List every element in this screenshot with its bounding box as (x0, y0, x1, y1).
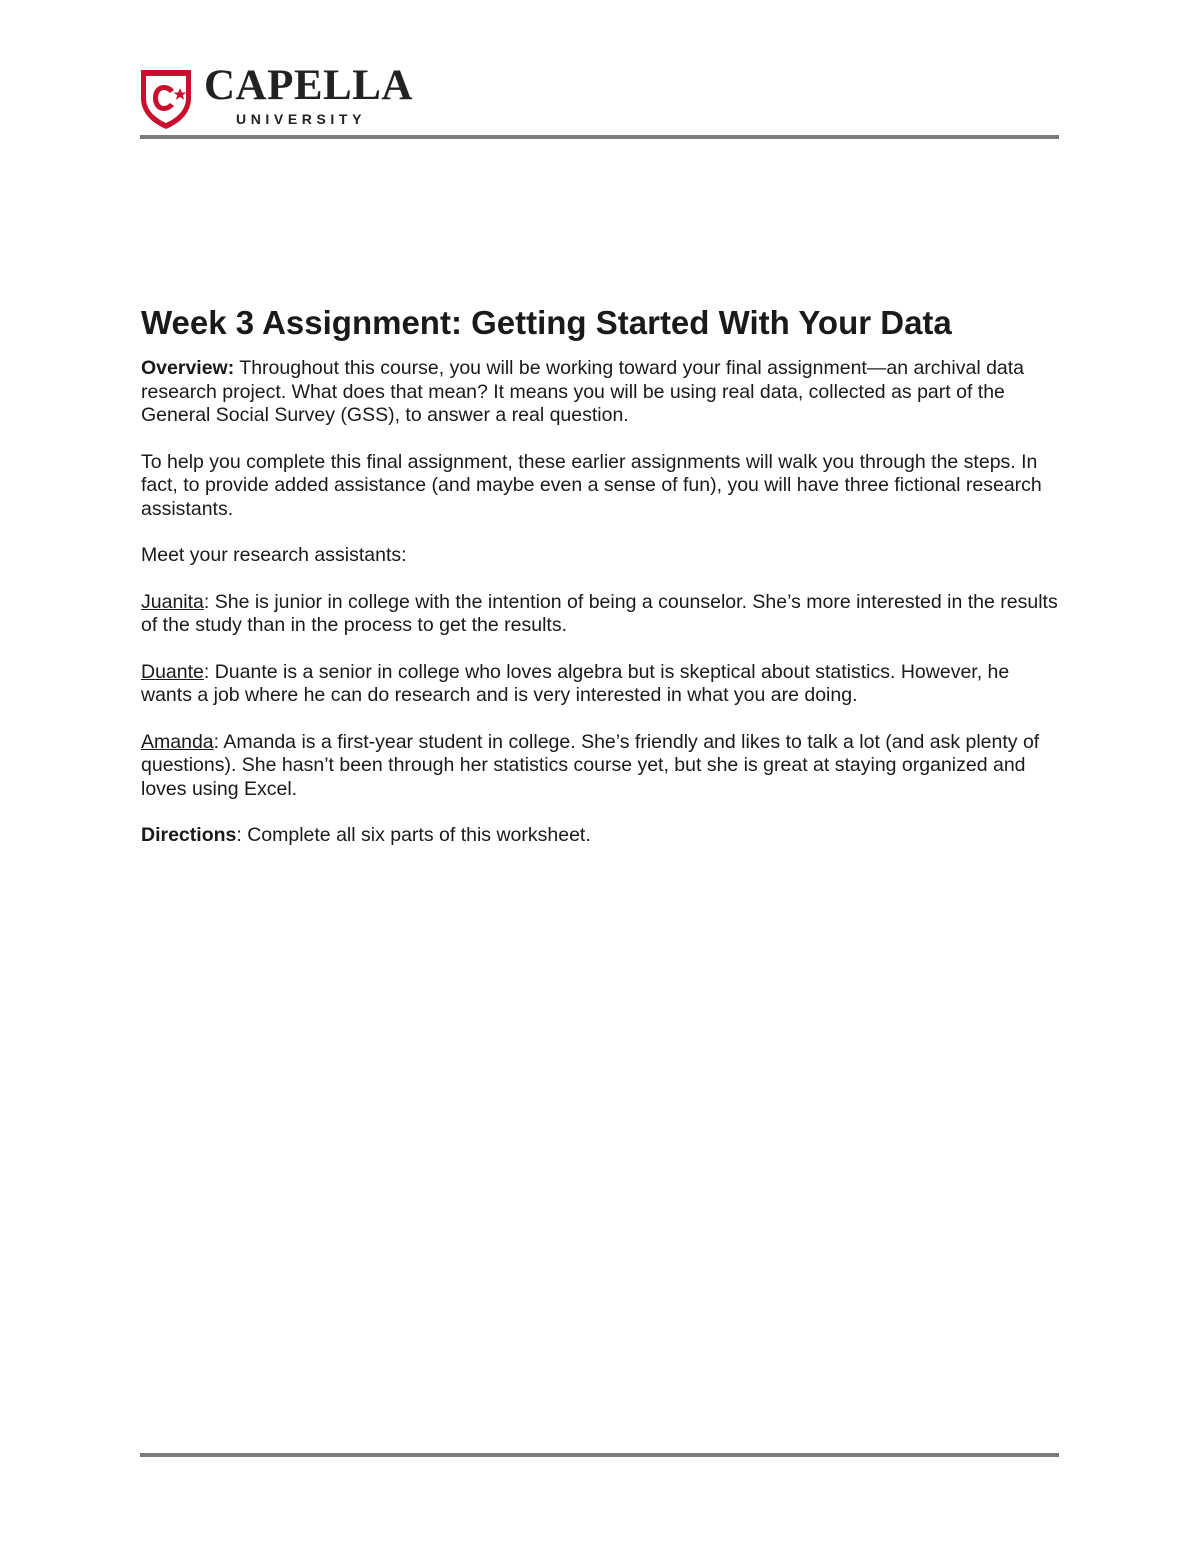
capella-logo (140, 62, 440, 134)
assistant-description: : Amanda is a first-year student in college. She’s friendly and likes to talk a lot (and ask plenty of questions). She hasn’t been through her statistics course yet, but she is great at staying organized and loves using Excel. (141, 730, 1040, 800)
document-body (141, 303, 1059, 871)
brand-subtitle: UNIVERSITY (236, 111, 367, 127)
assistant-duante (141, 661, 1059, 708)
assistant-description: : She is junior in college with the intention of being a counselor. She’s more interested in the results of the study than in the process to get the results. (141, 590, 1058, 636)
directions-label: Directions (141, 824, 237, 846)
help-paragraph: To help you complete this final assignment, these earlier assignments will walk you through the steps. In fact, to provide added assistance (and maybe even a sense of fun), you will have three fictional research assistants. (141, 450, 1042, 520)
assistant-name: Duante (141, 660, 204, 683)
overview-text: Throughout this course, you will be working toward your final assignment—an archival data research project. What does that mean? It means you will be using real data, collected as part of the General Social Survey (GSS), to answer a real question. (141, 357, 1025, 426)
capella-shield-c-icon (140, 68, 192, 130)
overview-label: Overview: (141, 357, 235, 379)
overview-paragraph (141, 357, 1059, 428)
page-title: Week 3 Assignment: Getting Started With Your Data (141, 304, 952, 341)
footer-divider (140, 1453, 1059, 1457)
assistant-description: : Duante is a senior in college who loves algebra but is skeptical about statistics. However, he wants a job where he can do research and is very interested in what you are doing. (141, 660, 1010, 706)
directions-text: : Complete all six parts of this worksheet. (236, 824, 591, 846)
meet-line: Meet your research assistants: (141, 544, 407, 566)
assistant-name: Amanda (141, 730, 214, 753)
assistant-amanda (141, 731, 1059, 802)
brand-name: CAPELLA (204, 62, 413, 109)
directions-paragraph (141, 824, 1059, 848)
header-divider (140, 135, 1059, 139)
assistant-name: Juanita (141, 590, 204, 613)
assistant-juanita (141, 591, 1059, 638)
